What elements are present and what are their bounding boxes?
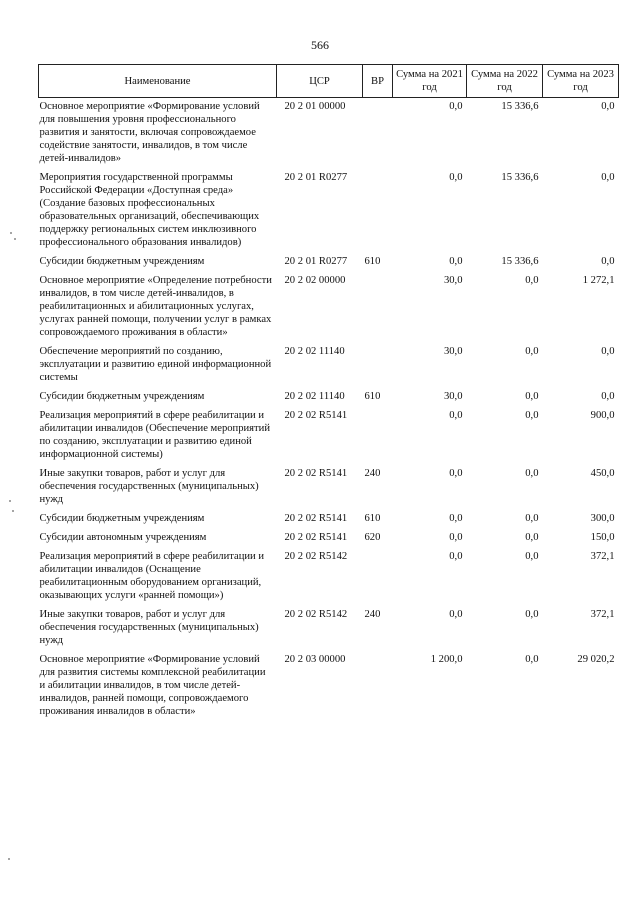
row-csr-code: 20 2 02 R5142	[284, 551, 348, 562]
table-row	[39, 606, 619, 651]
table-row	[39, 510, 619, 529]
header-sum-2022: Сумма на 2022 год	[467, 65, 543, 98]
table-body	[39, 98, 619, 723]
row-sum-2021: 0,0	[449, 410, 463, 421]
header-name: Наименование	[39, 65, 277, 98]
row-sum-2022: 0,0	[525, 275, 539, 286]
row-csr-code: 20 2 01 00000	[284, 101, 346, 112]
row-vr-code: 610	[364, 391, 381, 402]
row-sum-2023: 0,0	[601, 172, 615, 183]
row-csr-code: 20 2 01 R0277	[284, 256, 348, 267]
row-name: Иные закупки товаров, работ и услуг для обеспечения государственных (муниципальных) нужд	[39, 609, 259, 646]
row-vr-code	[363, 651, 393, 722]
row-csr-code: 20 2 02 R5141	[284, 513, 348, 524]
row-vr-code	[363, 98, 393, 170]
row-sum-2022: 0,0	[525, 391, 539, 402]
row-sum-2023: 300,0	[590, 513, 615, 524]
row-name: Субсидии бюджетным учреждениям	[39, 513, 205, 524]
row-sum-2023: 0,0	[601, 391, 615, 402]
row-sum-2023: 372,1	[590, 551, 615, 562]
row-name: Иные закупки товаров, работ и услуг для обеспечения государственных (муниципальных) нужд	[39, 468, 259, 505]
table-row	[39, 465, 619, 510]
row-name: Реализация мероприятий в сфере реабилитации и абилитации инвалидов (Оснащение реабилитационным оборудованием организаций, оказывающих услуги «ранней помощи»)	[39, 551, 265, 601]
row-csr-code: 20 2 01 R0277	[284, 172, 348, 183]
row-vr-code	[363, 169, 393, 253]
row-sum-2023: 0,0	[601, 256, 615, 267]
row-sum-2022: 0,0	[525, 551, 539, 562]
row-vr-code: 610	[364, 513, 381, 524]
row-sum-2022: 0,0	[525, 468, 539, 479]
row-name: Субсидии автономным учреждениям	[39, 532, 207, 543]
row-vr-code: 240	[364, 468, 381, 479]
table-row	[39, 407, 619, 465]
row-csr-code: 20 2 02 11140	[284, 346, 345, 357]
row-csr-code: 20 2 02 R5141	[284, 532, 348, 543]
row-csr-code: 20 2 02 00000	[284, 275, 346, 286]
table-row	[39, 529, 619, 548]
scan-speck	[12, 510, 14, 512]
row-sum-2023: 900,0	[590, 410, 615, 421]
row-sum-2021: 30,0	[443, 391, 463, 402]
row-sum-2021: 0,0	[449, 101, 463, 112]
row-vr-code	[363, 343, 393, 388]
row-vr-code: 240	[364, 609, 381, 620]
row-csr-code: 20 2 02 R5141	[284, 410, 348, 421]
scan-speck	[8, 858, 10, 860]
row-vr-code: 620	[364, 532, 381, 543]
row-sum-2021: 0,0	[449, 551, 463, 562]
row-name: Мероприятия государственной программы Российской Федерации «Доступная среда» (Создание базовых профессиональных образовательных организаций, обеспечивающих поддержку региональных систем инклюзивного профессионального образования инвалидов)	[39, 172, 260, 248]
row-sum-2021: 0,0	[449, 532, 463, 543]
row-sum-2023: 372,1	[590, 609, 615, 620]
row-sum-2022: 15 336,6	[501, 172, 539, 183]
header-csr: ЦСР	[277, 65, 363, 98]
table-header-row	[39, 65, 619, 98]
row-name: Основное мероприятие «Формирование условий для развития системы комплексной реабилитации и абилитации инвалидов, в том числе детей-инвалидов, ранней помощи, сопровождаемого проживания инвалидов в области»	[39, 654, 266, 717]
row-sum-2023: 29 020,2	[577, 654, 615, 665]
page-number: 566	[311, 38, 329, 52]
scan-speck	[10, 232, 12, 234]
row-sum-2021: 30,0	[443, 275, 463, 286]
row-name: Субсидии бюджетным учреждениям	[39, 256, 205, 267]
row-sum-2022: 0,0	[525, 410, 539, 421]
row-sum-2021: 30,0	[443, 346, 463, 357]
row-vr-code	[363, 407, 393, 465]
row-csr-code: 20 2 03 00000	[284, 654, 346, 665]
row-sum-2021: 0,0	[449, 172, 463, 183]
table-row	[39, 253, 619, 272]
table-row	[39, 548, 619, 606]
table-row	[39, 651, 619, 722]
row-name: Субсидии бюджетным учреждениям	[39, 391, 205, 402]
row-sum-2021: 0,0	[449, 513, 463, 524]
scan-speck	[9, 500, 11, 502]
row-sum-2021: 0,0	[449, 468, 463, 479]
row-csr-code: 20 2 02 11140	[284, 391, 345, 402]
row-sum-2022: 0,0	[525, 532, 539, 543]
row-sum-2022: 15 336,6	[501, 256, 539, 267]
row-name: Основное мероприятие «Формирование условий для повышения уровня профессионального развития и занятости, включая сопровождаемое содействие занятости, инвалидов, в том числе детей-инвалидов»	[39, 101, 260, 164]
row-name: Обеспечение мероприятий по созданию, эксплуатации и развитию единой информационной системы	[39, 346, 272, 383]
row-vr-code	[363, 272, 393, 343]
table-row	[39, 169, 619, 253]
row-vr-code	[363, 548, 393, 606]
table-row	[39, 388, 619, 407]
row-sum-2023: 0,0	[601, 101, 615, 112]
row-vr-code: 610	[364, 256, 381, 267]
row-sum-2023: 450,0	[590, 468, 615, 479]
row-sum-2022: 15 336,6	[501, 101, 539, 112]
scan-speck	[14, 238, 16, 240]
table-row	[39, 272, 619, 343]
row-csr-code: 20 2 02 R5141	[284, 468, 348, 479]
row-sum-2022: 0,0	[525, 609, 539, 620]
header-sum-2023: Сумма на 2023 год	[543, 65, 619, 98]
row-csr-code: 20 2 02 R5142	[284, 609, 348, 620]
row-sum-2023: 1 272,1	[582, 275, 615, 286]
row-name: Реализация мероприятий в сфере реабилитации и абилитации инвалидов (Обеспечение мероприятий по созданию, эксплуатации и развитию единой информационной системы)	[39, 410, 271, 460]
row-name: Основное мероприятие «Определение потребности инвалидов, в том числе детей-инвалидов, в реабилитационных и абилитационных услугах, услугах ранней помощи, получении услуг в рамках сопровождаемого проживания в области»	[39, 275, 272, 338]
row-sum-2021: 0,0	[449, 609, 463, 620]
header-vr: ВР	[363, 65, 393, 98]
row-sum-2023: 150,0	[590, 532, 615, 543]
budget-table	[38, 64, 619, 722]
table-row	[39, 98, 619, 170]
table-row	[39, 343, 619, 388]
row-sum-2021: 1 200,0	[430, 654, 463, 665]
row-sum-2022: 0,0	[525, 513, 539, 524]
row-sum-2021: 0,0	[449, 256, 463, 267]
row-sum-2022: 0,0	[525, 654, 539, 665]
row-sum-2022: 0,0	[525, 346, 539, 357]
header-sum-2021: Сумма на 2021 год	[393, 65, 467, 98]
row-sum-2023: 0,0	[601, 346, 615, 357]
